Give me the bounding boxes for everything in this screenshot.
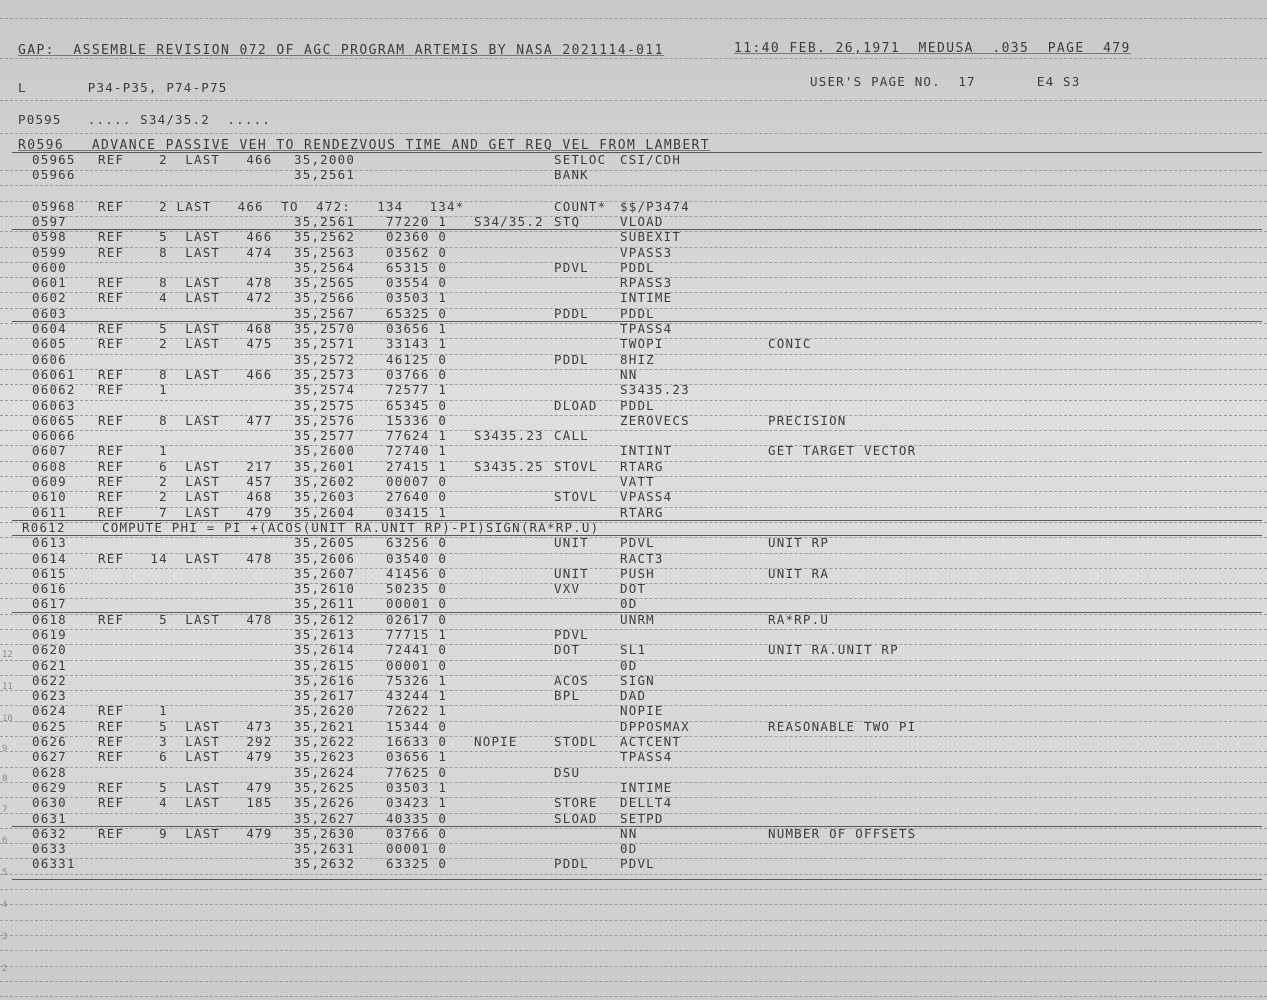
row-word: 03766 0 <box>386 367 448 382</box>
row-addr: 35,2575 <box>294 398 356 413</box>
row-addr: 35,2624 <box>294 765 356 780</box>
row-word: 77625 0 <box>386 765 448 780</box>
row-loc: 0619 <box>32 627 67 642</box>
row-ref: REF 5 LAST 478 <box>98 612 273 627</box>
row-loc: 05965 <box>32 152 76 167</box>
row-comment: UNIT RA <box>768 566 830 581</box>
paper-rule <box>0 100 1267 101</box>
row-addr: 35,2614 <box>294 642 356 657</box>
row-word: 15336 0 <box>386 413 448 428</box>
row-loc: 0628 <box>32 765 67 780</box>
row-loc: 0605 <box>32 336 67 351</box>
margin-mark: 6 <box>2 836 8 846</box>
row-addr: 35,2616 <box>294 673 356 688</box>
row-operand: RTARG <box>620 459 664 474</box>
row-word: 02617 0 <box>386 612 448 627</box>
row-word: 65345 0 <box>386 398 448 413</box>
row-op: COUNT* <box>554 199 607 214</box>
row-word: 27415 1 <box>386 459 448 474</box>
paper-rule <box>0 133 1267 134</box>
row-loc: 0618 <box>32 612 67 627</box>
row-word: 43244 1 <box>386 688 448 703</box>
row-comment: GET TARGET VECTOR <box>768 443 917 458</box>
row-label: S34/35.2 <box>474 214 544 229</box>
row-word: 00007 0 <box>386 474 448 489</box>
row-loc: 0608 <box>32 459 67 474</box>
row-loc: 06065 <box>32 413 76 428</box>
row-loc: 0602 <box>32 290 67 305</box>
row-operand: RACT3 <box>620 551 664 566</box>
row-addr: 35,2601 <box>294 459 356 474</box>
row-operand: 8HIZ <box>620 352 655 367</box>
row-loc: 0604 <box>32 321 67 336</box>
row-addr: 35,2577 <box>294 428 356 443</box>
row-op: SLOAD <box>554 811 598 826</box>
paper-rule <box>0 629 1267 630</box>
row-operand: SL1 <box>620 642 647 657</box>
row-op: STORE <box>554 795 598 810</box>
row-addr: 35,2564 <box>294 260 356 275</box>
row-ref: REF 5 LAST 479 <box>98 780 273 795</box>
row-comment: NUMBER OF OFFSETS <box>768 826 917 841</box>
paper-rule <box>0 185 1267 186</box>
row-addr: 35,2632 <box>294 856 356 871</box>
row-addr: 35,2567 <box>294 306 356 321</box>
row-word: 72622 1 <box>386 703 448 718</box>
row-operand: INTINT <box>620 443 673 458</box>
row-word: 03503 1 <box>386 290 448 305</box>
row-loc: 0598 <box>32 229 67 244</box>
row-word: 02360 0 <box>386 229 448 244</box>
row-word: 15344 0 <box>386 719 448 734</box>
row-ref: REF 5 LAST 466 <box>98 229 273 244</box>
row-loc: 06066 <box>32 428 76 443</box>
row-operand: CSI/CDH <box>620 152 682 167</box>
row-operand: VPASS4 <box>620 489 673 504</box>
row-ref: REF 8 LAST 474 <box>98 245 273 260</box>
row-addr: 35,2621 <box>294 719 356 734</box>
row-addr: 35,2572 <box>294 352 356 367</box>
row-loc: 0626 <box>32 734 67 749</box>
row-operand: 0D <box>620 841 638 856</box>
row-addr: 35,2623 <box>294 749 356 764</box>
row-word: 65325 0 <box>386 306 448 321</box>
paper-rule <box>0 430 1267 431</box>
row-addr: 35,2602 <box>294 474 356 489</box>
row-addr: 35,2576 <box>294 413 356 428</box>
row-addr: 35,2622 <box>294 734 356 749</box>
row-loc: 0627 <box>32 749 67 764</box>
row-word: 03766 0 <box>386 826 448 841</box>
margin-mark: 2 <box>2 964 8 974</box>
row-word: 03415 1 <box>386 505 448 520</box>
program-line: L P34-P35, P74-P75 <box>18 80 228 95</box>
row-loc: 0632 <box>32 826 67 841</box>
row-ref: REF 6 LAST 217 <box>98 459 273 474</box>
row-operand: TPASS4 <box>620 749 673 764</box>
row-addr: 35,2620 <box>294 703 356 718</box>
row-addr: 35,2631 <box>294 841 356 856</box>
row-word: 77715 1 <box>386 627 448 642</box>
row-ref: REF 2 LAST 466 <box>98 152 273 167</box>
row-op: SETLOC <box>554 152 607 167</box>
row-word: 00001 0 <box>386 658 448 673</box>
row-ref: REF 1 <box>98 703 168 718</box>
assembly-title: GAP: ASSEMBLE REVISION 072 OF AGC PROGRAM ARTEMIS BY NASA 2021114-011 <box>18 43 664 58</box>
margin-mark: 7 <box>2 805 8 815</box>
row-addr: 35,2606 <box>294 551 356 566</box>
remark-line: R0596 ADVANCE PASSIVE VEH TO RENDEZVOUS TIME AND GET REQ VEL FROM LAMBERT <box>18 138 710 153</box>
row-comment: UNIT RA.UNIT RP <box>768 642 899 657</box>
row-ref: REF 6 LAST 479 <box>98 749 273 764</box>
row-word: 03656 1 <box>386 321 448 336</box>
row-comment: RA*RP.U <box>768 612 830 627</box>
row-operand: PDDL <box>620 398 655 413</box>
row-loc: 0617 <box>32 596 67 611</box>
row-word: 40335 0 <box>386 811 448 826</box>
row-addr: 35,2000 <box>294 152 356 167</box>
row-op: PDDL <box>554 352 589 367</box>
row-ref: REF 2 LAST 466 TO 472: 134 134* <box>98 199 465 214</box>
row-comment: REASONABLE TWO PI <box>768 719 917 734</box>
row-word: 77624 1 <box>386 428 448 443</box>
row-ref: REF 14 LAST 478 <box>98 551 273 566</box>
row-operand: INTIME <box>620 290 673 305</box>
separator-line <box>12 879 1262 880</box>
row-addr: 35,2630 <box>294 826 356 841</box>
row-operand: PDDL <box>620 306 655 321</box>
row-operand: VLOAD <box>620 214 664 229</box>
row-loc: 06331 <box>32 856 76 871</box>
row-word: 65315 0 <box>386 260 448 275</box>
paper-rule <box>0 889 1267 890</box>
row-operand: RPASS3 <box>620 275 673 290</box>
paper-rule <box>0 935 1267 936</box>
row-loc: 0611 <box>32 505 67 520</box>
row-operand: PUSH <box>620 566 655 581</box>
row-addr: 35,2607 <box>294 566 356 581</box>
row-loc: 0600 <box>32 260 67 275</box>
row-loc: 0620 <box>32 642 67 657</box>
row-operand: S3435.23 <box>620 382 690 397</box>
paper-rule <box>0 170 1267 171</box>
row-op: VXV <box>554 581 581 596</box>
row-ref: REF 8 LAST 477 <box>98 413 273 428</box>
row-loc: 06063 <box>32 398 76 413</box>
row-word: 63325 0 <box>386 856 448 871</box>
row-loc: 05968 <box>32 199 76 214</box>
row-addr: 35,2603 <box>294 489 356 504</box>
row-word: 46125 0 <box>386 352 448 367</box>
row-op: STODL <box>554 734 598 749</box>
row-label: NOPIE <box>474 734 518 749</box>
row-loc: 05966 <box>32 167 76 182</box>
row-operand: ACTCENT <box>620 734 682 749</box>
row-word: 77220 1 <box>386 214 448 229</box>
row-word: 03554 0 <box>386 275 448 290</box>
row-word: 00001 0 <box>386 596 448 611</box>
paper-rule <box>0 874 1267 875</box>
row-op: BANK <box>554 167 589 182</box>
row-addr: 35,2565 <box>294 275 356 290</box>
row-loc: 0631 <box>32 811 67 826</box>
margin-mark: 4 <box>2 900 8 910</box>
row-addr: 35,2604 <box>294 505 356 520</box>
row-comment: PRECISION <box>768 413 847 428</box>
row-loc: 0625 <box>32 719 67 734</box>
paper-rule <box>0 767 1267 768</box>
row-loc: 0623 <box>32 688 67 703</box>
row-loc: 0622 <box>32 673 67 688</box>
paper-rule <box>0 950 1267 951</box>
run-timestamp: 11:40 FEB. 26,1971 MEDUSA .035 PAGE 479 <box>734 41 1131 56</box>
margin-mark: 10 <box>2 714 13 724</box>
row-comment: UNIT RP <box>768 535 830 550</box>
row-operand: TWOPI <box>620 336 664 351</box>
paper-rule <box>0 966 1267 967</box>
paper-rule <box>0 18 1267 19</box>
row-word: 63256 0 <box>386 535 448 550</box>
row-label: S3435.23 <box>474 428 544 443</box>
row-loc: 0601 <box>32 275 67 290</box>
row-addr: 35,2626 <box>294 795 356 810</box>
row-ref: REF 1 <box>98 382 168 397</box>
row-operand: DOT <box>620 581 647 596</box>
paper-rule <box>0 981 1267 982</box>
row-op: PDVL <box>554 260 589 275</box>
row-operand: $$/P3474 <box>620 199 690 214</box>
row-ref: REF 5 LAST 468 <box>98 321 273 336</box>
row-operand: DELLT4 <box>620 795 673 810</box>
margin-mark: 3 <box>2 932 8 942</box>
row-operand: NN <box>620 826 638 841</box>
row-ref: REF 9 LAST 479 <box>98 826 273 841</box>
row-addr: 35,2605 <box>294 535 356 550</box>
row-ref: REF 2 LAST 475 <box>98 336 273 351</box>
row-op: DOT <box>554 642 581 657</box>
row-loc: 0609 <box>32 474 67 489</box>
row-operand: VPASS3 <box>620 245 673 260</box>
row-word: 50235 0 <box>386 581 448 596</box>
row-operand: ZEROVECS <box>620 413 690 428</box>
row-loc: 0629 <box>32 780 67 795</box>
row-operand: DPPOSMAX <box>620 719 690 734</box>
row-operand: PDDL <box>620 260 655 275</box>
row-ref: REF 3 LAST 292 <box>98 734 273 749</box>
row-addr: 35,2625 <box>294 780 356 795</box>
row-operand: PDVL <box>620 856 655 871</box>
paper-rule <box>0 920 1267 921</box>
row-addr: 35,2562 <box>294 229 356 244</box>
row-ref: COMPUTE PHI = PI +(ACOS(UNIT RA.UNIT RP)-PI)SIGN(RA*RP.U) <box>102 520 600 535</box>
row-op: PDVL <box>554 627 589 642</box>
row-comment: CONIC <box>768 336 812 351</box>
row-loc: 0613 <box>32 535 67 550</box>
row-operand: SETPD <box>620 811 664 826</box>
row-operand: NOPIE <box>620 703 664 718</box>
row-loc: 0621 <box>32 658 67 673</box>
row-word: 41456 0 <box>386 566 448 581</box>
row-op: STQ <box>554 214 581 229</box>
row-word: 03540 0 <box>386 551 448 566</box>
row-addr: 35,2561 <box>294 167 356 182</box>
row-op: STOVL <box>554 489 598 504</box>
row-loc: 0610 <box>32 489 67 504</box>
row-addr: 35,2613 <box>294 627 356 642</box>
row-ref: REF 4 LAST 185 <box>98 795 273 810</box>
paper-rule <box>0 58 1267 59</box>
row-operand: NN <box>620 367 638 382</box>
row-loc: 0597 <box>32 214 67 229</box>
row-addr: 35,2561 <box>294 214 356 229</box>
row-word: 03423 1 <box>386 795 448 810</box>
row-addr: 35,2612 <box>294 612 356 627</box>
row-loc: 0630 <box>32 795 67 810</box>
row-word: 00001 0 <box>386 841 448 856</box>
row-op: CALL <box>554 428 589 443</box>
row-ref: REF 8 LAST 466 <box>98 367 273 382</box>
row-op: ACOS <box>554 673 589 688</box>
margin-mark: 8 <box>2 774 8 784</box>
row-loc: 0624 <box>32 703 67 718</box>
row-addr: 35,2600 <box>294 443 356 458</box>
row-word: 75326 1 <box>386 673 448 688</box>
row-word: 72577 1 <box>386 382 448 397</box>
row-op: DSU <box>554 765 581 780</box>
row-ref: REF 1 <box>98 443 168 458</box>
row-addr: 35,2627 <box>294 811 356 826</box>
row-word: 03656 1 <box>386 749 448 764</box>
row-addr: 35,2563 <box>294 245 356 260</box>
section-line: P0595 ..... S34/35.2 ..... <box>18 112 272 127</box>
row-ref: REF 7 LAST 479 <box>98 505 273 520</box>
row-label: S3435.25 <box>474 459 544 474</box>
row-op: UNIT <box>554 566 589 581</box>
row-addr: 35,2617 <box>294 688 356 703</box>
row-operand: INTIME <box>620 780 673 795</box>
row-word: 72441 0 <box>386 642 448 657</box>
row-operand: RTARG <box>620 505 664 520</box>
margin-mark: 12 <box>2 650 13 660</box>
row-loc: 0616 <box>32 581 67 596</box>
row-ref: REF 8 LAST 478 <box>98 275 273 290</box>
row-operand: DAD <box>620 688 647 703</box>
row-ref: REF 4 LAST 472 <box>98 290 273 305</box>
row-ref: REF 2 LAST 468 <box>98 489 273 504</box>
row-op: STOVL <box>554 459 598 474</box>
row-loc: 06061 <box>32 367 76 382</box>
users-page-number: USER'S PAGE NO. 17 E4 S3 <box>810 74 1081 89</box>
row-addr: 35,2573 <box>294 367 356 382</box>
row-loc: 0606 <box>32 352 67 367</box>
row-addr: 35,2574 <box>294 382 356 397</box>
row-word: 16633 0 <box>386 734 448 749</box>
row-ref: REF 5 LAST 473 <box>98 719 273 734</box>
row-loc: 0603 <box>32 306 67 321</box>
row-addr: 35,2610 <box>294 581 356 596</box>
row-loc: 0599 <box>32 245 67 260</box>
row-operand: SUBEXIT <box>620 229 682 244</box>
row-word: 03503 1 <box>386 780 448 795</box>
row-operand: TPASS4 <box>620 321 673 336</box>
row-addr: 35,2570 <box>294 321 356 336</box>
margin-mark: 5 <box>2 868 8 878</box>
row-operand: VATT <box>620 474 655 489</box>
row-loc: 0607 <box>32 443 67 458</box>
row-operand: 0D <box>620 658 638 673</box>
paper-rule <box>0 996 1267 997</box>
row-op: BPL <box>554 688 581 703</box>
row-operand: 0D <box>620 596 638 611</box>
row-op: PDDL <box>554 306 589 321</box>
row-word: 33143 1 <box>386 336 448 351</box>
row-addr: 35,2566 <box>294 290 356 305</box>
row-word: 03562 0 <box>386 245 448 260</box>
row-loc: 0633 <box>32 841 67 856</box>
row-ref: REF 2 LAST 457 <box>98 474 273 489</box>
row-op: PDDL <box>554 856 589 871</box>
row-word: 27640 0 <box>386 489 448 504</box>
row-operand: SIGN <box>620 673 655 688</box>
row-operand: UNRM <box>620 612 655 627</box>
margin-mark: 11 <box>2 682 13 692</box>
row-loc: R0612 <box>22 520 66 535</box>
row-word: 72740 1 <box>386 443 448 458</box>
row-addr: 35,2571 <box>294 336 356 351</box>
row-operand: PDVL <box>620 535 655 550</box>
row-addr: 35,2611 <box>294 596 356 611</box>
row-op: DLOAD <box>554 398 598 413</box>
row-loc: 06062 <box>32 382 76 397</box>
paper-rule <box>0 904 1267 905</box>
margin-mark: 9 <box>2 744 8 754</box>
row-loc: 0615 <box>32 566 67 581</box>
row-addr: 35,2615 <box>294 658 356 673</box>
row-op: UNIT <box>554 535 589 550</box>
row-loc: 0614 <box>32 551 67 566</box>
